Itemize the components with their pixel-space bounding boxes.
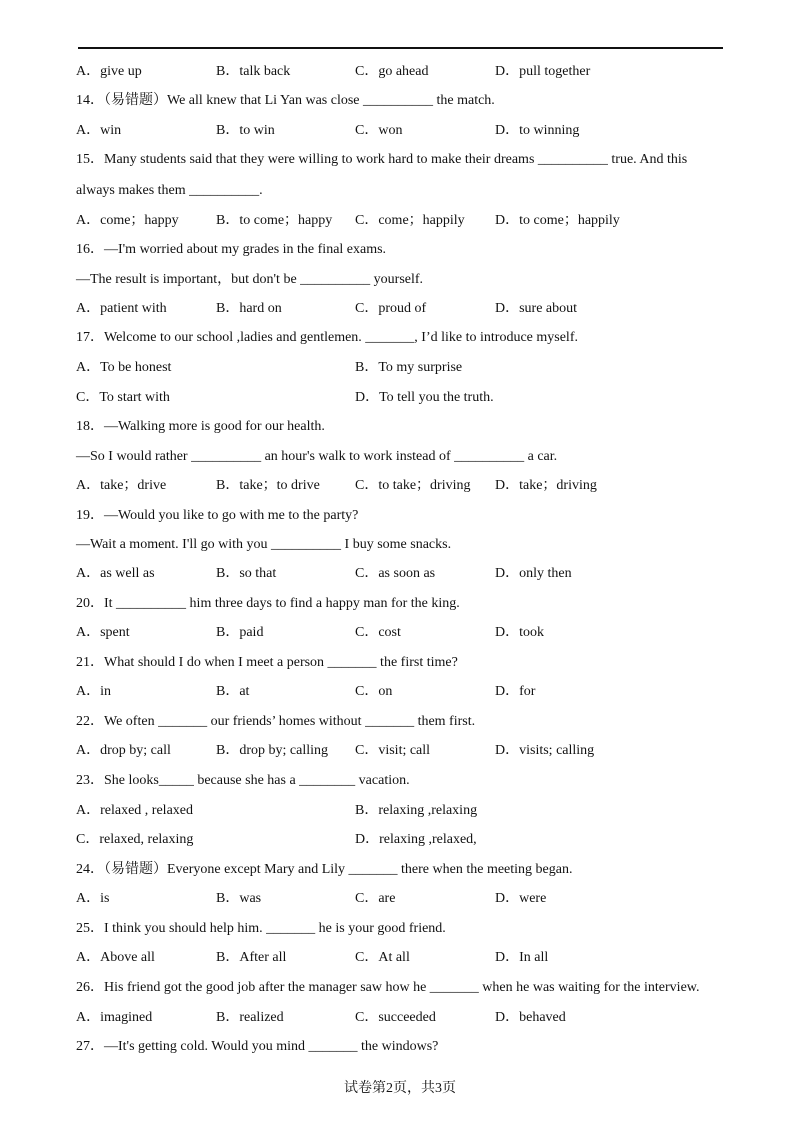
option-d: D．pull together	[495, 64, 591, 79]
q21-stem: 21．What should I do when I meet a person _______ the first time?	[76, 655, 458, 670]
option-a: A．take；drive	[76, 478, 167, 493]
option-c: C．proud of	[355, 301, 427, 316]
option-b: B．was	[216, 891, 262, 906]
option-a: A．come；happy	[76, 213, 179, 228]
q18-stem-line1: 18．—Walking more is good for our health.	[76, 419, 325, 434]
option-d: D．were	[495, 891, 547, 906]
option-a: A．as well as	[76, 566, 155, 581]
q15-stem-line2: always makes them __________.	[76, 183, 263, 198]
option-a: A．in	[76, 684, 111, 699]
option-b: B．paid	[216, 625, 264, 640]
q15-stem-line1: 15．Many students said that they were willing to work hard to make their dreams __________ true. And this	[76, 152, 688, 167]
option-c: C．cost	[355, 625, 401, 640]
q18-stem-line2: —So I would rather __________ an hour's walk to work instead of __________ a car.	[76, 449, 558, 464]
option-d: D．sure about	[495, 301, 578, 316]
option-b: B．relaxing ,relaxing	[355, 803, 478, 818]
option-c: C．visit; call	[355, 743, 431, 758]
option-d: D．behaved	[495, 1010, 566, 1025]
option-d: D．relaxing ,relaxed,	[355, 832, 477, 847]
option-b: B．After all	[216, 950, 287, 965]
option-b: B．hard on	[216, 301, 282, 316]
q23-stem: 23．She looks_____ because she has a ________ vacation.	[76, 773, 410, 788]
q22-stem: 22．We often _______ our friends’ homes without _______ them first.	[76, 714, 476, 729]
option-a: A．give up	[76, 64, 142, 79]
option-c: C．as soon as	[355, 566, 436, 581]
option-c: C．come；happily	[355, 213, 465, 228]
option-b: B．talk back	[216, 64, 291, 79]
option-d: D．for	[495, 684, 536, 699]
q16-stem-line1: 16．—I'm worried about my grades in the final exams.	[76, 242, 387, 257]
q20-stem: 20．It __________ him three days to find a happy man for the king.	[76, 596, 460, 611]
option-b: B．at	[216, 684, 250, 699]
option-d: D．To tell you the truth.	[355, 390, 494, 405]
option-a: A．To be honest	[76, 360, 172, 375]
q17-stem: 17．Welcome to our school ,ladies and gentlemen. _______, I’d like to introduce myself.	[76, 330, 578, 345]
option-d: D．only then	[495, 566, 572, 581]
option-c: C．go ahead	[355, 64, 429, 79]
q24-stem: 24．（易错题）Everyone except Mary and Lily _______ there when the meeting began.	[76, 862, 573, 877]
option-d: D．to come；happily	[495, 213, 620, 228]
option-a: A．patient with	[76, 301, 167, 316]
option-d: D．In all	[495, 950, 549, 965]
option-d: D．take；driving	[495, 478, 597, 493]
option-b: B．to win	[216, 123, 275, 138]
option-d: D．to winning	[495, 123, 580, 138]
option-a: A．relaxed , relaxed	[76, 803, 193, 818]
option-a: A．drop by; call	[76, 743, 171, 758]
q19-stem-line1: 19．—Would you like to go with me to the party?	[76, 508, 359, 523]
option-a: A．imagined	[76, 1010, 153, 1025]
q26-stem: 26．His friend got the good job after the manager saw how he _______ when he was waiting for the interview.	[76, 980, 700, 995]
q25-stem: 25．I think you should help him. _______ he is your good friend.	[76, 921, 446, 936]
q14-stem: 14．（易错题）We all knew that Li Yan was close __________ the match.	[76, 93, 495, 108]
option-a: A．is	[76, 891, 110, 906]
option-a: A．spent	[76, 625, 130, 640]
option-b: B．To my surprise	[355, 360, 463, 375]
option-a: A．Above all	[76, 950, 155, 965]
option-b: B．drop by; calling	[216, 743, 328, 758]
option-b: B．to come；happy	[216, 213, 333, 228]
option-c: C．succeeded	[355, 1010, 436, 1025]
option-c: C．to take；driving	[355, 478, 471, 493]
option-d: D．visits; calling	[495, 743, 595, 758]
q16-stem-line2: —The result is important，but don't be __________ yourself.	[76, 272, 424, 287]
option-d: D．took	[495, 625, 544, 640]
option-b: B．take；to drive	[216, 478, 320, 493]
option-c: C．relaxed, relaxing	[76, 832, 194, 847]
option-c: C．At all	[355, 950, 410, 965]
header-rule	[78, 47, 723, 49]
q19-stem-line2: —Wait a moment. I'll go with you __________ I buy some snacks.	[76, 537, 452, 552]
page-footer: 试卷第2页，共3页	[344, 1081, 456, 1096]
option-c: C．won	[355, 123, 403, 138]
option-c: C．on	[355, 684, 393, 699]
option-c: C．are	[355, 891, 396, 906]
option-a: A．win	[76, 123, 122, 138]
option-c: C．To start with	[76, 390, 170, 405]
option-b: B．so that	[216, 566, 277, 581]
option-b: B．realized	[216, 1010, 284, 1025]
q27-stem: 27．—It's getting cold. Would you mind _______ the windows?	[76, 1039, 439, 1054]
